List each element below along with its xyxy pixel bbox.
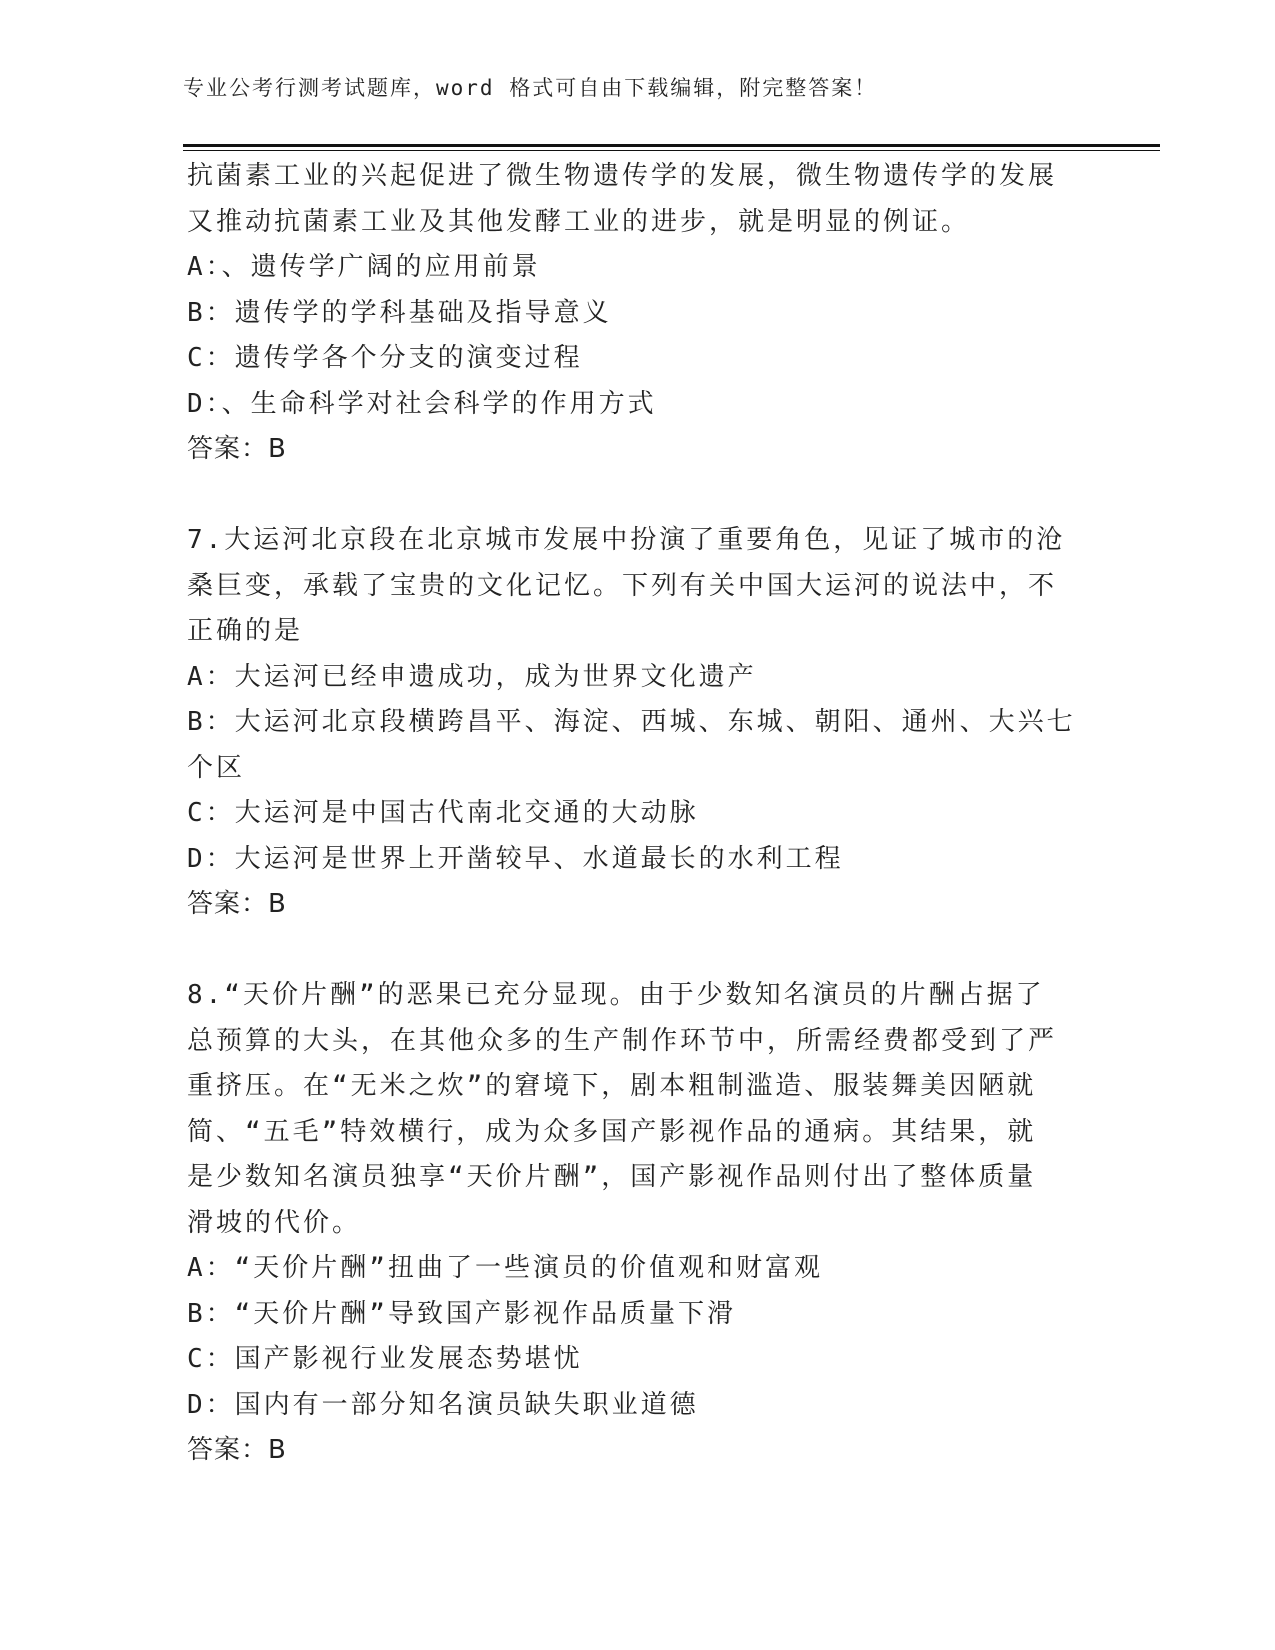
- question-8-stem-line-4: 简、“五毛”特效横行，成为众多国产影视作品的通病。其结果，就: [187, 1116, 1037, 1147]
- question-6-stem-line-1: 抗菌素工业的兴起促进了微生物遗传学的发展，微生物遗传学的发展: [187, 161, 1058, 191]
- question-7-block: [187, 518, 1087, 928]
- question-8-option-c: C：国产影视行业发展态势堪忧: [187, 1344, 583, 1374]
- question-7-option-a: A：大运河已经申遗成功，成为世界文化遗产: [187, 661, 757, 692]
- document-body: [187, 154, 1087, 1474]
- page-header: 专业公考行测考试题库，word 格式可自由下载编辑，附完整答案！: [183, 76, 878, 100]
- question-7-option-c: C：大运河是中国古代南北交通的大动脉: [187, 798, 699, 828]
- question-8-option-d: D：国内有一部分知名演员缺失职业道德: [187, 1389, 699, 1420]
- header-rule-thin: [183, 150, 1160, 151]
- question-8-stem-line-5: 是少数知名演员独享“天价片酬”，国产影视作品则付出了整体质量: [187, 1162, 1037, 1192]
- question-7-option-b-continued: 个区: [187, 752, 246, 783]
- question-6-option-d: D：、生命科学对社会科学的作用方式: [187, 388, 657, 419]
- question-7-stem-line-1: 7.大运河北京段在北京城市发展中扮演了重要角色，见证了城市的沧: [187, 525, 1066, 555]
- question-7-option-d: D：大运河是世界上开凿较早、水道最长的水利工程: [187, 843, 844, 874]
- question-8-stem-line-6: 滑坡的代价。: [187, 1207, 362, 1238]
- spacer: [187, 928, 1087, 974]
- question-8-stem-line-2: 总预算的大头，在其他众多的生产制作环节中，所需经费都受到了严: [187, 1025, 1058, 1056]
- question-8-stem-line-1: 8.“天价片酬”的恶果已充分显现。由于少数知名演员的片酬占据了: [187, 980, 1045, 1010]
- question-7-stem-line-3: 正确的是: [187, 616, 304, 646]
- question-6-stem-line-2: 又推动抗菌素工业及其他发酵工业的进步，就是明显的例证。: [187, 206, 971, 237]
- question-7-stem-line-2: 桑巨变，承载了宝贵的文化记忆。下列有关中国大运河的说法中，不: [187, 570, 1058, 601]
- question-8-option-a: A：“天价片酬”扭曲了一些演员的价值观和财富观: [187, 1253, 823, 1283]
- question-7-option-b: B：大运河北京段横跨昌平、海淀、西城、东城、朝阳、通州、大兴七: [187, 707, 1076, 737]
- question-6-answer: 答案：B: [187, 434, 287, 464]
- spacer: [187, 473, 1087, 519]
- question-6-option-b: B：遗传学的学科基础及指导意义: [187, 297, 612, 328]
- question-8-option-b: B：“天价片酬”导致国产影视作品质量下滑: [187, 1298, 736, 1329]
- question-7-answer: 答案：B: [187, 889, 287, 919]
- question-6-option-a: A：、遗传学广阔的应用前景: [187, 252, 541, 282]
- question-8-stem-line-3: 重挤压。在“无米之炊”的窘境下，剧本粗制滥造、服装舞美因陋就: [187, 1071, 1037, 1101]
- question-6-block: [187, 154, 1087, 473]
- header-rule-thick: [183, 144, 1160, 147]
- question-6-option-c: C：遗传学各个分支的演变过程: [187, 343, 583, 373]
- question-8-answer: 答案：B: [187, 1435, 287, 1465]
- question-8-block: [187, 973, 1087, 1474]
